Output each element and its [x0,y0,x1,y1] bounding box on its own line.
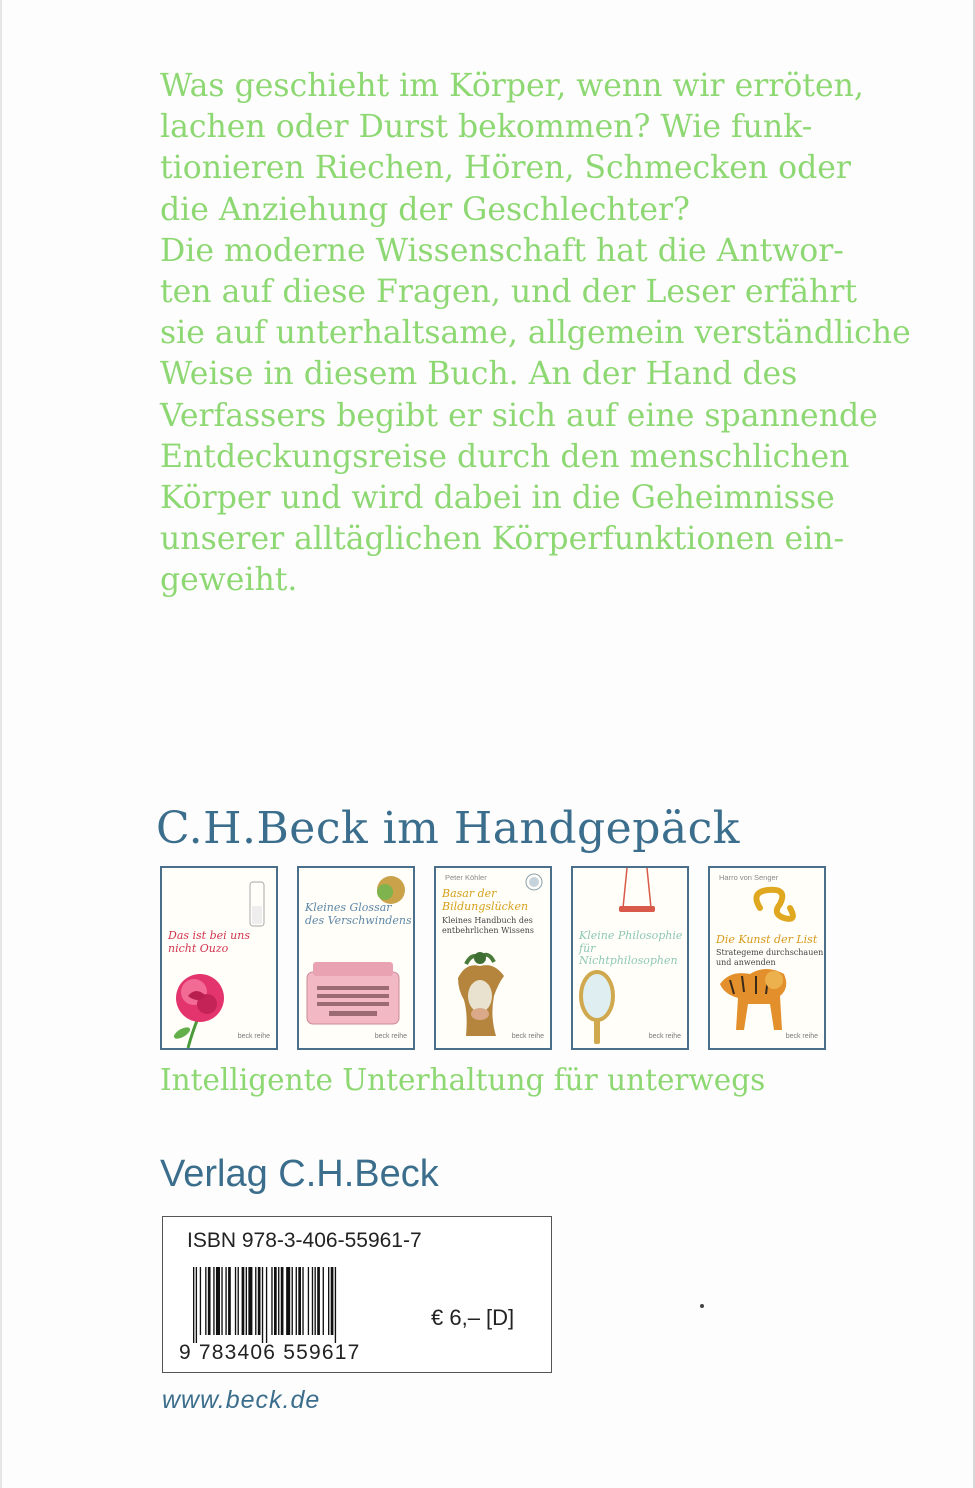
barcode-bar [315,1267,316,1335]
price-label: € 6,– [D] [431,1305,515,1330]
barcode-bar [331,1267,334,1335]
blurb-line: Weise in diesem Buch. An der Hand des [160,356,798,393]
beck-reihe-logo: beck reihe [237,1033,270,1040]
barcode-bar [292,1267,293,1335]
barcode-bar [296,1267,297,1335]
cover-title: Kleine Philosophie für Nichtphilosophen [579,929,683,967]
beck-reihe-logo: beck reihe [511,1033,544,1040]
cover-author: Peter Köhler [445,873,487,882]
blurb-line: tionieren Riechen, Hören, Schmecken oder [160,150,851,187]
barcode-panel [162,1216,552,1373]
barcode-bar [205,1267,206,1335]
series-title: C.H.Beck im Handgepäck [156,803,740,854]
beck-reihe-logo: beck reihe [785,1033,818,1040]
ean-barcode [193,1267,391,1343]
beck-reihe-logo: beck reihe [648,1033,681,1040]
cover-title: Kleines Glossar des Verschwindens [305,901,412,927]
cover-title: Basar der Bildungslücken [442,887,529,913]
barcode-bar [302,1267,303,1335]
blurb-line: Was geschieht im Körper, wenn wir erröten, [160,68,864,104]
cover-title: Die Kunst der List [716,933,818,946]
series-covers [160,866,830,1054]
isbn-label: ISBN 978-3-406-55961-7 [187,1229,422,1252]
barcode-bar [196,1267,197,1343]
barcode-bar [235,1267,236,1335]
barcode-bar [271,1267,272,1335]
print-speck [700,1304,704,1308]
barcode-bar [208,1267,211,1335]
barcode-bar [258,1267,261,1335]
blurb-line: Verfassers begibt er sich auf eine spannende [160,397,878,434]
barcode-bar [281,1267,284,1335]
blurb-line: ten auf diese Fragen, und der Leser erfährt [160,274,858,311]
book-cover-kunst-der-list[interactable] [708,866,826,1050]
beck-reihe-logo: beck reihe [374,1033,407,1040]
series-tagline: Intelligente Unterhaltung für unterwegs [160,1063,766,1097]
book-cover-ouzo[interactable] [160,866,278,1050]
barcode-bar [323,1267,324,1335]
barcode-bar [308,1267,309,1335]
blurb-line: die Anziehung der Geschlechter? [160,191,690,228]
barcode-bar [248,1267,252,1335]
barcode-bar [228,1267,231,1335]
cover-author: Harro von Senger [719,873,779,882]
barcode-bar [266,1267,267,1343]
barcode-bar [200,1267,201,1335]
blurb-line: geweiht. [160,562,298,599]
book-cover-philosophie[interactable] [571,866,689,1050]
blurb-text [160,66,911,602]
barcode-bar [225,1267,226,1335]
publisher-name: Verlag C.H.Beck [160,1153,439,1195]
barcode-bar [278,1267,279,1335]
blurb-line: Entdeckungsreise durch den menschlichen [160,438,850,475]
barcode-bar [317,1267,320,1335]
blurb-line: sie auf unterhaltsame, allgemein verständliche [160,315,911,352]
barcode-bar [262,1267,263,1343]
barcode-bar [238,1267,239,1335]
blurb-line: lachen oder Durst bekommen? Wie funk- [160,109,813,146]
barcode-bar [312,1267,313,1335]
barcode-bar [246,1267,247,1335]
book-cover-glossar[interactable] [297,866,415,1050]
cover-subtitle: Kleines Handbuch des entbehrlichen Wissens [442,916,534,935]
blurb-line: Körper und wird dabei in die Geheimnisse [160,480,835,517]
barcode-bar [335,1267,336,1343]
barcode-bar [216,1267,220,1335]
typewriter-illustration [299,868,415,1050]
blurb-line: Die moderne Wissenschaft hat die Antwor- [160,232,844,269]
barcode-bar [298,1267,301,1335]
barcode-bar [328,1267,329,1335]
website-url[interactable]: www.beck.de [162,1386,321,1414]
barcode-bar [286,1267,290,1335]
blurb-line: unserer alltäglichen Körperfunktionen ein- [160,521,845,558]
barcode-bar [255,1267,256,1335]
barcode-bar [193,1267,194,1343]
book-cover-basar[interactable] [434,866,552,1050]
barcode-bar [213,1267,214,1335]
rose-and-glass-illustration [162,868,278,1050]
cover-title: Das ist bei uns nicht Ouzo [168,929,250,955]
cover-subtitle: Strategeme durchschauen und anwenden [716,948,824,967]
barcode-bar [221,1267,222,1335]
barcode-bar [274,1267,277,1335]
barcode-bar [242,1267,245,1335]
ean-digits: 9 783406 559617 [179,1341,361,1364]
